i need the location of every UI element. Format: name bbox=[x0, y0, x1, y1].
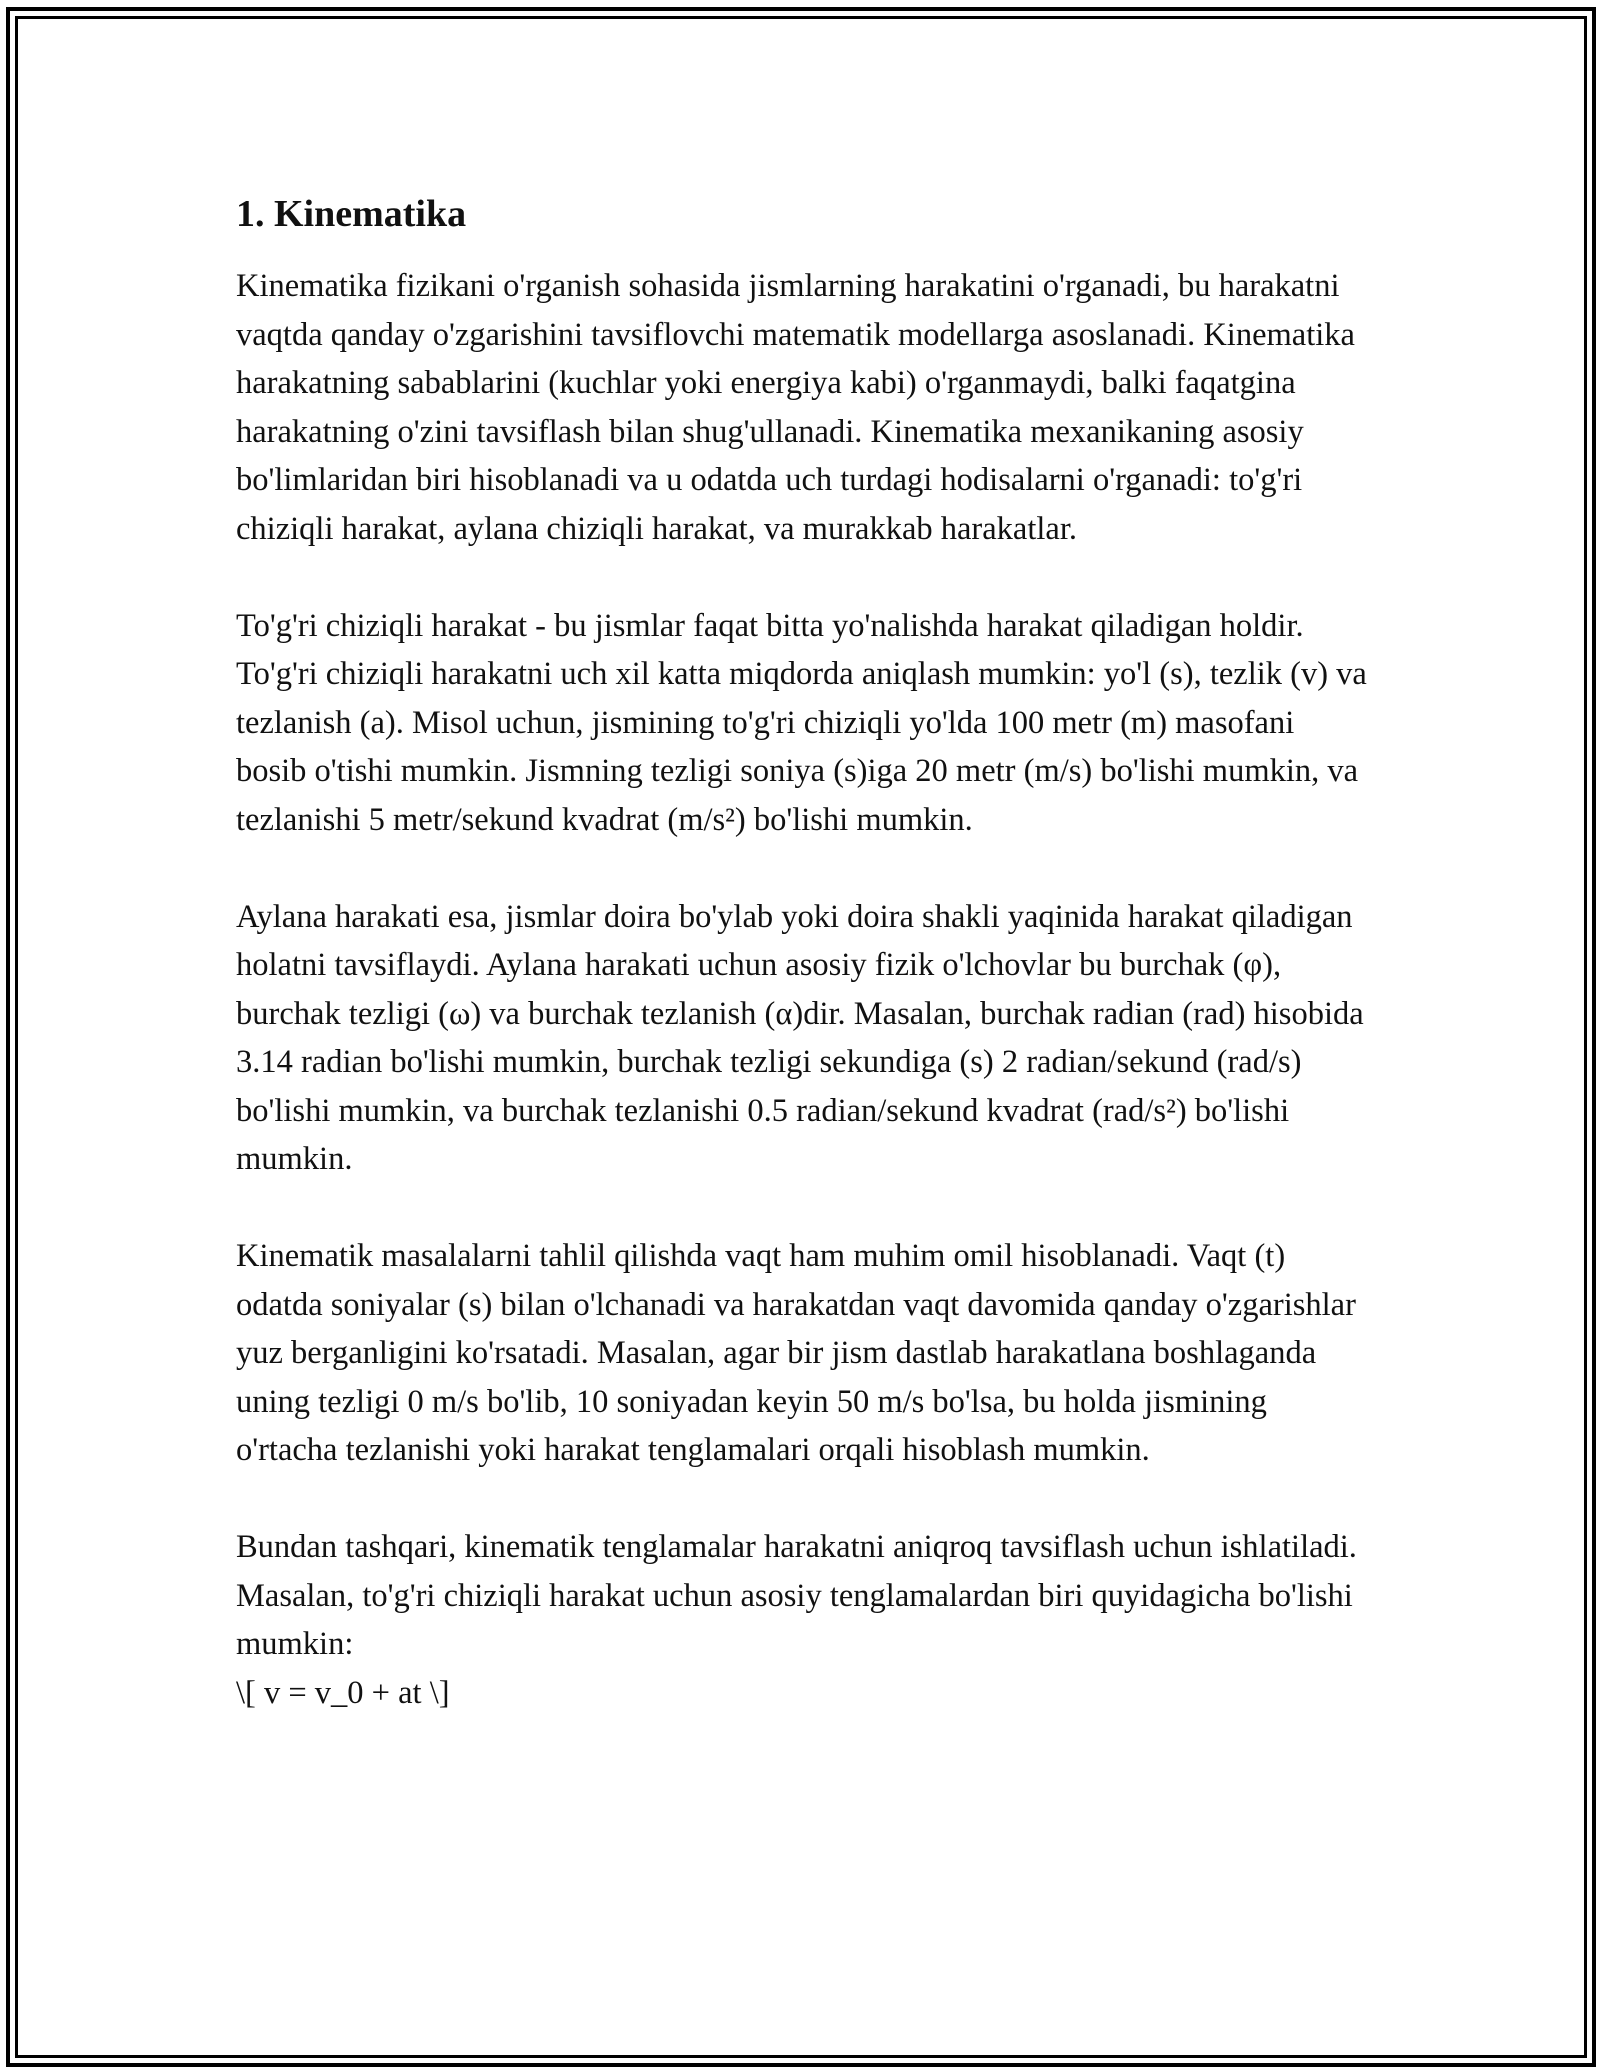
document-body bbox=[236, 188, 1371, 1717]
section-heading: 1. Kinematika bbox=[236, 193, 467, 235]
paragraph-circular-motion: Aylana harakati esa, jismlar doira bo'ylab yoki doira shakli yaqinida harakat qiladigan holatni tavsiflaydi. Aylana harakati uchun asosiy fizik o'lchovlar bu burchak (φ), burchak tezligi (ω) va burchak tezlanish (α)dir. Masalan, burchak radian (rad) hisobida 3.14 radian bo'lishi mumkin, burchak tezligi sekundiga (s) 2 radian/sekund (rad/s) bo'lishi mumkin, va burchak tezlanishi 0.5 radian/sekund kvadrat (rad/s²) bo'lishi mumkin. bbox=[236, 898, 1364, 1177]
paragraph-time: Kinematik masalalarni tahlil qilishda vaqt ham muhim omil hisoblanadi. Vaqt (t) odatda soniyalar (s) bilan o'lchanadi va harakatdan vaqt davomida qanday o'zgarishlar yuz berganligini ko'rsatadi. Masalan, agar bir jism dastlab harakatlana boshlaganda uning tezligi 0 m/s bo'lib, 10 soniyadan keyin 50 m/s bo'lsa, bu holda jismining o'rtacha tezlanishi yoki harakat tenglamalari orqali hisoblash mumkin. bbox=[236, 1238, 1356, 1468]
paragraph-linear-motion: To'g'ri chiziqli harakat - bu jismlar faqat bitta yo'nalishda harakat qiladigan holdir. To'g'ri chiziqli harakatni uch xil katta miqdorda aniqlash mumkin: yo'l (s), tezlik (v) va tezlanish (a). Misol uchun, jismining to'g'ri chiziqli yo'lda 100 metr (m) masofani bosib o'tishi mumkin. Jismning tezligi soniya (s)iga 20 metr (m/s) bo'lishi mumkin, va tezlanishi 5 metr/sekund kvadrat (m/s²) bo'lishi mumkin. bbox=[236, 607, 1367, 838]
formula: \[ v = v_0 + at \] bbox=[236, 1674, 450, 1711]
paragraph-intro: Kinematika fizikani o'rganish sohasida jismlarning harakatini o'rganadi, bu harakatni vaqtda qanday o'zgarishini tavsiflovchi matematik modellarga asoslanadi. Kinematika harakatning sabablarini (kuchlar yoki energiya kabi) o'rganmaydi, balki faqatgina harakatning o'zini tavsiflash bilan shug'ullanadi. Kinematika mexanikaning asosiy bo'limlaridan biri hisoblanadi va u odatda uch turdagi hodisalarni o'rganadi: to'g'ri chiziqli harakat, aylana chiziqli harakat, va murakkab harakatlar. bbox=[236, 268, 1355, 547]
paragraph-equations: Bundan tashqari, kinematik tenglamalar harakatni aniqroq tavsiflash uchun ishlatiladi. Masalan, to'g'ri chiziqli harakat uchun asosiy tenglamalardan biri quyidagicha bo'lishi mumkin: bbox=[236, 1529, 1357, 1662]
